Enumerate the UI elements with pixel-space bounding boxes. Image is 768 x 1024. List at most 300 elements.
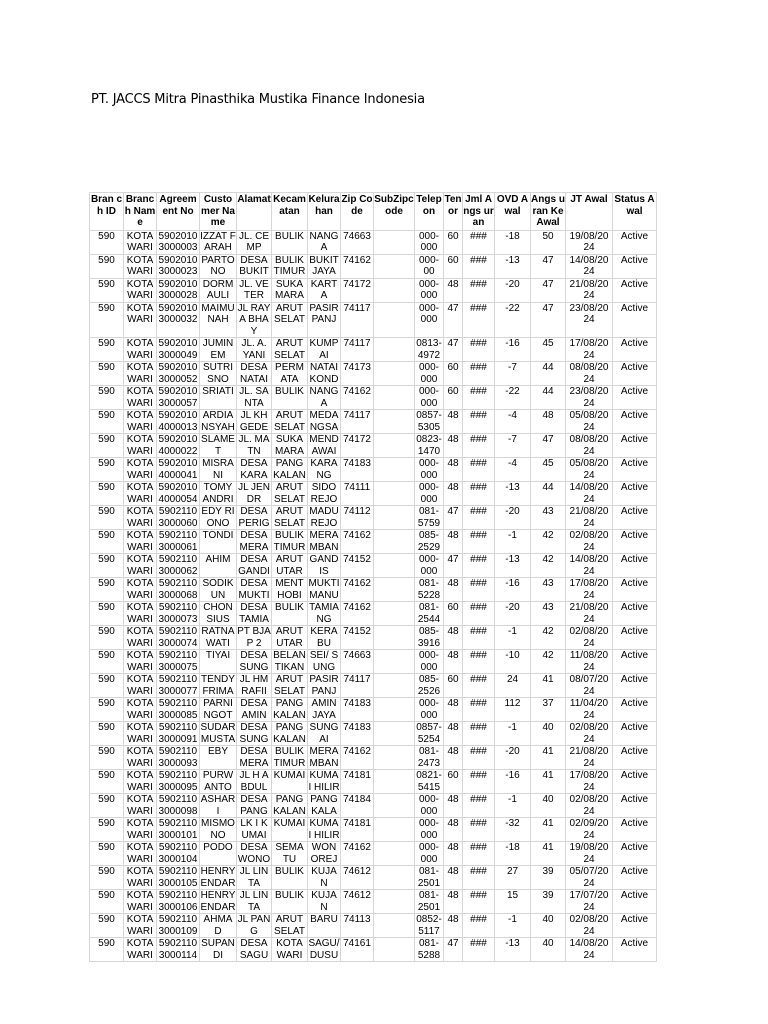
ovd-awal-cell: -1 [495, 626, 531, 650]
branch-name-cell: KOTA WARI [124, 530, 157, 554]
kelurahan-cell: PASIR PANJ [309, 674, 339, 697]
telepon-cell: 000- 000 [415, 482, 444, 506]
jml-angsuran-cell: ### [463, 530, 495, 554]
customer-name-cell: SUTRI SNO [200, 362, 237, 386]
kecamatan-cell: ARUT SELAT [272, 914, 308, 938]
table-row [90, 410, 657, 434]
subzipcode-cell [374, 890, 415, 914]
telepon-cell: 081- 5228 [415, 578, 444, 602]
jml-angsuran-cell: ### [463, 818, 495, 842]
ovd-awal-cell: -10 [495, 650, 531, 674]
subzipcode-cell [374, 362, 415, 386]
kecamatan-cell: BULIK [272, 386, 308, 410]
agreement-no-cell: 5902110 3000104 [157, 842, 200, 866]
customer-name-cell: SLAME T [201, 434, 235, 457]
kelurahan-cell: SUNG AI [308, 722, 341, 746]
branch-name-cell: KOTA WARI [124, 362, 157, 386]
ovd-awal-cell: -13 [495, 482, 531, 506]
jt-awal-cell: 17/08/20 24 [566, 770, 613, 794]
branch-id-cell: 590 [90, 626, 124, 650]
table-row [90, 530, 657, 554]
status-awal-cell: Active [613, 302, 657, 338]
tenor-cell: 48 [444, 818, 463, 842]
status-awal-cell: Active [613, 746, 657, 770]
kecamatan-cell: ARUT UTAR [272, 626, 308, 650]
column-header: Zip Code [341, 193, 374, 231]
jml-angsuran-cell: ### [463, 602, 495, 626]
agreement-no-cell: 5902110 3000095 [157, 770, 200, 794]
alamat-cell: JL PANG [237, 914, 271, 937]
jt-awal-cell: 02/09/20 24 [566, 818, 613, 842]
alamat-cell: DESA SAGU [237, 938, 272, 962]
zip-code-cell: 74172 [341, 434, 374, 458]
alamat-cell: DESA AMIN [237, 698, 272, 722]
agreement-no-cell: 5902010 3000003 [157, 230, 200, 254]
zip-code-cell: 74172 [341, 278, 374, 302]
jt-awal-cell: 23/08/20 24 [566, 386, 613, 410]
kecamatan-cell: BELAN TIKAN [273, 650, 306, 673]
column-header: OVD Awal [495, 193, 531, 231]
jml-angsuran-cell: ### [463, 890, 495, 914]
alamat-cell: LK I KUMAI [237, 818, 272, 842]
status-awal-cell: Active [613, 650, 657, 674]
kecamatan-cell: BULIK [272, 866, 308, 890]
telepon-cell: 081- 2473 [415, 746, 444, 770]
branch-name-cell: KOTA WARI [124, 770, 157, 794]
jml-angsuran-cell: ### [463, 434, 495, 458]
tenor-cell: 48 [444, 650, 463, 674]
agreement-no-cell: 5902110 3000060 [157, 506, 200, 530]
tenor-cell: 48 [444, 722, 463, 746]
column-header: Angs uran Ke Awal [531, 194, 565, 228]
branch-id-cell: 590 [90, 434, 124, 458]
agreement-no-cell: 5902110 3000068 [157, 578, 200, 602]
agreement-no-cell: 5902110 3000075 [157, 650, 200, 674]
branch-name-cell: KOTA WARI [124, 794, 157, 818]
branch-id-cell: 590 [90, 362, 124, 386]
zip-code-cell: 74162 [341, 578, 374, 602]
kecamatan-cell: ARUT SELAT [272, 410, 308, 434]
tenor-cell: 60 [444, 230, 463, 254]
branch-id-cell: 590 [90, 230, 124, 254]
subzipcode-cell [374, 302, 415, 338]
branch-id-cell: 590 [90, 746, 124, 770]
branch-name-cell: KOTA WARI [124, 866, 157, 890]
zip-code-cell: 74612 [341, 866, 374, 890]
alamat-cell: JL. SANTA [237, 386, 272, 410]
status-awal-cell: Active [613, 482, 657, 506]
zip-code-cell: 74162 [341, 386, 374, 410]
subzipcode-cell [374, 842, 415, 866]
jt-awal-cell: 02/08/20 24 [566, 722, 613, 746]
telepon-cell: 081- 2544 [415, 602, 444, 626]
status-awal-cell: Active [613, 698, 657, 722]
angsuran-ke-awal-cell: 41 [531, 818, 566, 842]
kecamatan-cell: BULIK [272, 890, 308, 914]
customer-name-cell: EDY RIONO [201, 506, 235, 529]
alamat-cell: JL LINTA [237, 890, 272, 914]
status-awal-cell: Active [613, 506, 657, 530]
ovd-awal-cell: -4 [495, 458, 531, 482]
kelurahan-cell: MEND AWAI [309, 434, 339, 457]
column-header: Custo mer Name [201, 194, 235, 228]
column-header: Ten or [444, 193, 463, 231]
table-row [90, 938, 657, 962]
jml-angsuran-cell: ### [463, 866, 495, 890]
telepon-cell: 000- 000 [415, 842, 444, 866]
branch-id-cell: 590 [90, 278, 124, 302]
subzipcode-cell [374, 530, 415, 554]
subzipcode-cell [374, 554, 415, 578]
jt-awal-cell: 23/08/20 24 [566, 302, 613, 338]
table-row [90, 842, 657, 866]
jml-angsuran-cell: ### [463, 338, 495, 362]
kelurahan-cell: KUMA I HILIR [308, 818, 340, 841]
status-awal-cell: Active [613, 530, 657, 554]
agreement-no-cell: 5902010 3000049 [157, 338, 200, 362]
subzipcode-cell [374, 254, 415, 278]
zip-code-cell: 74117 [341, 302, 374, 338]
status-awal-cell: Active [613, 818, 657, 842]
branch-id-cell: 590 [90, 914, 124, 938]
jml-angsuran-cell: ### [463, 278, 495, 302]
status-awal-cell: Active [613, 386, 657, 410]
subzipcode-cell [374, 386, 415, 410]
telepon-cell: 000- 000 [415, 554, 444, 578]
kelurahan-cell: MUKTI MANU [308, 578, 340, 601]
status-awal-cell: Active [613, 722, 657, 746]
telepon-cell: 085- 3916 [415, 626, 444, 650]
table-row [90, 386, 657, 410]
subzipcode-cell [374, 698, 415, 722]
ovd-awal-cell: -18 [495, 230, 531, 254]
status-awal-cell: Active [613, 410, 657, 434]
kelurahan-cell: KUJA N [308, 890, 341, 914]
kecamatan-cell: SUKA MARA [272, 278, 308, 302]
ovd-awal-cell: -13 [495, 254, 531, 278]
zip-code-cell: 74152 [341, 554, 374, 578]
zip-code-cell: 74183 [341, 698, 374, 722]
angsuran-ke-awal-cell: 42 [531, 554, 566, 578]
subzipcode-cell [374, 866, 415, 890]
alamat-cell: JL LINTA [237, 866, 272, 890]
tenor-cell: 48 [444, 410, 463, 434]
telepon-cell: 000- 000 [415, 302, 444, 338]
kelurahan-cell: WON OREJ [308, 842, 341, 866]
table-row [90, 650, 657, 674]
telepon-cell: 081- 2501 [415, 866, 444, 890]
ovd-awal-cell: -22 [495, 302, 531, 338]
branch-name-cell: KOTA WARI [124, 674, 157, 698]
jml-angsuran-cell: ### [463, 578, 495, 602]
jt-awal-cell: 19/08/20 24 [566, 842, 613, 866]
customer-name-cell: PODO [200, 842, 237, 866]
telepon-cell: 000- 00 [415, 254, 444, 278]
agreement-no-cell: 5902010 4000041 [157, 458, 200, 482]
table-row [90, 554, 657, 578]
telepon-cell: 0852- 5117 [416, 914, 442, 937]
customer-name-cell: MAIMU NAH [200, 302, 237, 338]
kecamatan-cell: ARUT SELAT [272, 302, 308, 338]
kelurahan-cell: KARA NG [308, 458, 341, 482]
ovd-awal-cell: -18 [495, 842, 531, 866]
kelurahan-cell: KART A [308, 278, 341, 302]
branch-id-cell: 590 [90, 650, 124, 674]
branch-name-cell: KOTA WARI [124, 602, 157, 626]
jt-awal-cell: 21/08/20 24 [566, 602, 613, 626]
subzipcode-cell [374, 650, 415, 674]
agreement-no-cell: 5902010 3000032 [157, 302, 200, 338]
agreement-no-cell: 5902010 4000022 [157, 434, 200, 458]
ovd-awal-cell: -1 [495, 794, 531, 818]
jt-awal-cell: 14/08/20 24 [566, 938, 613, 962]
branch-id-cell: 590 [90, 794, 124, 818]
agreement-no-cell: 5902010 3000052 [157, 362, 200, 386]
zip-code-cell: 74152 [341, 626, 374, 650]
angsuran-ke-awal-cell: 41 [531, 674, 566, 698]
kelurahan-cell: KERA BU [308, 626, 341, 650]
table-row [90, 578, 657, 602]
kecamatan-cell: KOTA WARI [272, 938, 308, 962]
telepon-cell: 000- 000 [415, 794, 444, 818]
agreement-no-cell: 5902010 3000057 [157, 386, 200, 410]
jml-angsuran-cell: ### [463, 458, 495, 482]
branch-id-cell: 590 [90, 842, 124, 866]
angsuran-ke-awal-cell: 43 [531, 578, 566, 602]
table-row [90, 674, 657, 698]
branch-id-cell: 590 [90, 890, 124, 914]
angsuran-ke-awal-cell: 44 [531, 386, 566, 410]
ovd-awal-cell: -1 [495, 722, 531, 746]
tenor-cell: 47 [444, 506, 463, 530]
ovd-awal-cell: 24 [495, 674, 531, 698]
table-row [90, 254, 657, 278]
column-header: Agreem ent No [157, 193, 200, 231]
status-awal-cell: Active [613, 362, 657, 386]
telepon-cell: 000- 000 [415, 650, 444, 674]
table-row [90, 866, 657, 890]
alamat-cell: JL H ABDUL [237, 770, 272, 794]
branch-name-cell: KOTA WARI [124, 722, 157, 746]
branch-name-cell: KOTA WARI [124, 746, 157, 770]
jt-awal-cell: 02/08/20 24 [566, 530, 613, 554]
branch-id-cell: 590 [90, 698, 124, 722]
table-row [90, 434, 657, 458]
angsuran-ke-awal-cell: 42 [531, 650, 566, 674]
zip-code-cell: 74162 [341, 842, 374, 866]
customer-name-cell: TOMY ANDRI [200, 482, 237, 506]
column-header: SubZipc ode [374, 193, 415, 231]
jt-awal-cell: 17/08/20 24 [566, 578, 613, 602]
branch-name-cell: KOTA WARI [124, 458, 157, 482]
alamat-cell: JL. A. YANI [237, 338, 272, 362]
zip-code-cell: 74181 [341, 818, 374, 842]
jml-angsuran-cell: ### [463, 230, 495, 254]
kecamatan-cell: KUMAI [272, 818, 308, 842]
customer-name-cell: CHON SIUS [200, 602, 237, 626]
angsuran-ke-awal-cell: 42 [531, 530, 566, 554]
table-row [90, 482, 657, 506]
status-awal-cell: Active [613, 338, 657, 362]
alamat-cell: DESA MERA [237, 530, 272, 554]
column-header: Telep on [415, 193, 444, 231]
kecamatan-cell: BULIK TIMUR [272, 530, 308, 554]
kelurahan-cell: AMIN JAYA [308, 698, 341, 722]
ovd-awal-cell: -20 [495, 506, 531, 530]
jml-angsuran-cell: ### [463, 626, 495, 650]
jt-awal-cell: 21/08/20 24 [566, 278, 613, 302]
subzipcode-cell [374, 818, 415, 842]
jt-awal-cell: 21/08/20 24 [566, 506, 613, 530]
column-header: Kelura han [308, 193, 341, 231]
status-awal-cell: Active [613, 914, 657, 938]
status-awal-cell: Active [613, 626, 657, 650]
branch-id-cell: 590 [90, 530, 124, 554]
alamat-cell: JL KH GEDE [237, 410, 272, 434]
branch-name-cell: KOTA WARI [124, 698, 157, 722]
ovd-awal-cell: -32 [495, 818, 531, 842]
branch-id-cell: 590 [90, 458, 124, 482]
tenor-cell: 60 [444, 386, 463, 410]
ovd-awal-cell: -7 [495, 434, 531, 458]
agreement-no-cell: 5902110 3000114 [157, 938, 200, 962]
zip-code-cell: 74663 [341, 230, 374, 254]
jml-angsuran-cell: ### [463, 554, 495, 578]
branch-name-cell: KOTA WARI [124, 386, 157, 410]
zip-code-cell: 74184 [341, 794, 374, 818]
tenor-cell: 47 [444, 302, 463, 338]
customer-name-cell: TONDI [200, 530, 237, 554]
alamat-cell: DESA MUKTI [238, 578, 270, 601]
angsuran-ke-awal-cell: 45 [531, 338, 566, 362]
zip-code-cell: 74117 [341, 410, 374, 434]
jml-angsuran-cell: ### [463, 746, 495, 770]
subzipcode-cell [374, 794, 415, 818]
jt-awal-cell: 11/04/20 24 [566, 698, 613, 722]
jml-angsuran-cell: ### [463, 482, 495, 506]
branch-id-cell: 590 [90, 386, 124, 410]
tenor-cell: 60 [444, 602, 463, 626]
branch-id-cell: 590 [90, 770, 124, 794]
jt-awal-cell: 08/07/20 24 [566, 674, 613, 698]
zip-code-cell: 74162 [341, 254, 374, 278]
status-awal-cell: Active [613, 794, 657, 818]
telepon-cell: 000- 000 [415, 386, 444, 410]
jt-awal-cell: 08/08/20 24 [566, 434, 613, 458]
ovd-awal-cell: -20 [495, 602, 531, 626]
kelurahan-cell: PASIR PANJ [308, 302, 341, 338]
jt-awal-cell: 05/08/20 24 [566, 458, 613, 482]
branch-name-cell: KOTA WARI [124, 482, 157, 506]
tenor-cell: 47 [444, 338, 463, 362]
ovd-awal-cell: -16 [495, 578, 531, 602]
zip-code-cell: 74112 [341, 506, 374, 530]
zip-code-cell: 74183 [341, 722, 374, 746]
telepon-cell: 000- 000 [415, 362, 444, 386]
kecamatan-cell: ARUT SELAT [272, 506, 308, 530]
kelurahan-cell: TAMIA NG [309, 602, 339, 625]
branch-id-cell: 590 [90, 722, 124, 746]
telepon-cell: 000- 000 [415, 458, 444, 482]
branch-id-cell: 590 [90, 254, 124, 278]
subzipcode-cell [374, 626, 415, 650]
status-awal-cell: Active [613, 254, 657, 278]
agreement-no-cell: 5902010 4000013 [157, 410, 200, 434]
tenor-cell: 48 [444, 746, 463, 770]
customer-name-cell: MISRA NI [200, 458, 237, 482]
agreement-no-cell: 5902110 3000106 [157, 890, 200, 914]
branch-id-cell: 590 [90, 818, 124, 842]
tenor-cell: 48 [444, 866, 463, 890]
angsuran-ke-awal-cell: 41 [531, 842, 566, 866]
customer-name-cell: SUDAR MUSTA [200, 722, 236, 745]
angsuran-ke-awal-cell: 44 [531, 482, 566, 506]
branch-name-cell: KOTA WARI [124, 338, 157, 362]
branch-id-cell: 590 [90, 506, 124, 530]
jml-angsuran-cell: ### [463, 302, 495, 338]
branch-name-cell: KOTA WARI [124, 230, 157, 254]
agreement-no-cell: 5902110 3000105 [157, 866, 200, 890]
ovd-awal-cell: -1 [495, 914, 531, 938]
table-row [90, 794, 657, 818]
table-row [90, 818, 657, 842]
zip-code-cell: 74111 [341, 482, 374, 506]
alamat-cell: JL. CEMP [237, 230, 272, 254]
agreement-no-cell: 5902010 3000023 [157, 254, 200, 278]
customer-name-cell: IZZAT FARAH [200, 230, 236, 253]
telepon-cell: 0813- 4972 [416, 338, 442, 361]
ovd-awal-cell: -13 [495, 938, 531, 962]
telepon-cell: 0821- 5415 [416, 770, 442, 793]
tenor-cell: 60 [444, 254, 463, 278]
branch-name-cell: KOTA WARI [124, 938, 157, 962]
angsuran-ke-awal-cell: 41 [531, 770, 566, 794]
column-header: Alamat [237, 193, 272, 231]
subzipcode-cell [374, 434, 415, 458]
customer-name-cell: PURW ANTO [200, 770, 237, 794]
ovd-awal-cell: 27 [495, 866, 531, 890]
branch-id-cell: 590 [90, 866, 124, 890]
zip-code-cell: 74181 [341, 770, 374, 794]
telepon-cell: 0823- 1470 [416, 434, 442, 457]
agreement-no-cell: 5902010 4000054 [157, 482, 200, 506]
table-row [90, 230, 657, 254]
angsuran-ke-awal-cell: 48 [531, 410, 566, 434]
status-awal-cell: Active [613, 770, 657, 794]
jml-angsuran-cell: ### [463, 362, 495, 386]
kelurahan-cell: MEDA NGSA [308, 410, 341, 434]
angsuran-ke-awal-cell: 39 [531, 890, 566, 914]
kecamatan-cell: BULIK [272, 230, 308, 254]
angsuran-ke-awal-cell: 41 [531, 746, 566, 770]
subzipcode-cell [374, 674, 415, 698]
status-awal-cell: Active [613, 842, 657, 866]
zip-code-cell: 74161 [341, 938, 374, 962]
ovd-awal-cell: -20 [495, 746, 531, 770]
zip-code-cell: 74113 [341, 914, 374, 938]
tenor-cell: 48 [444, 842, 463, 866]
alamat-cell: DESA SUNG [237, 722, 272, 746]
zip-code-cell: 74162 [341, 602, 374, 626]
subzipcode-cell [374, 938, 415, 962]
subzipcode-cell [374, 914, 415, 938]
tenor-cell: 60 [444, 770, 463, 794]
alamat-cell: JL RAYA BHAY [237, 302, 271, 337]
table-row [90, 698, 657, 722]
status-awal-cell: Active [613, 458, 657, 482]
table-row [90, 602, 657, 626]
agreement-no-cell: 5902110 3000091 [157, 722, 200, 746]
